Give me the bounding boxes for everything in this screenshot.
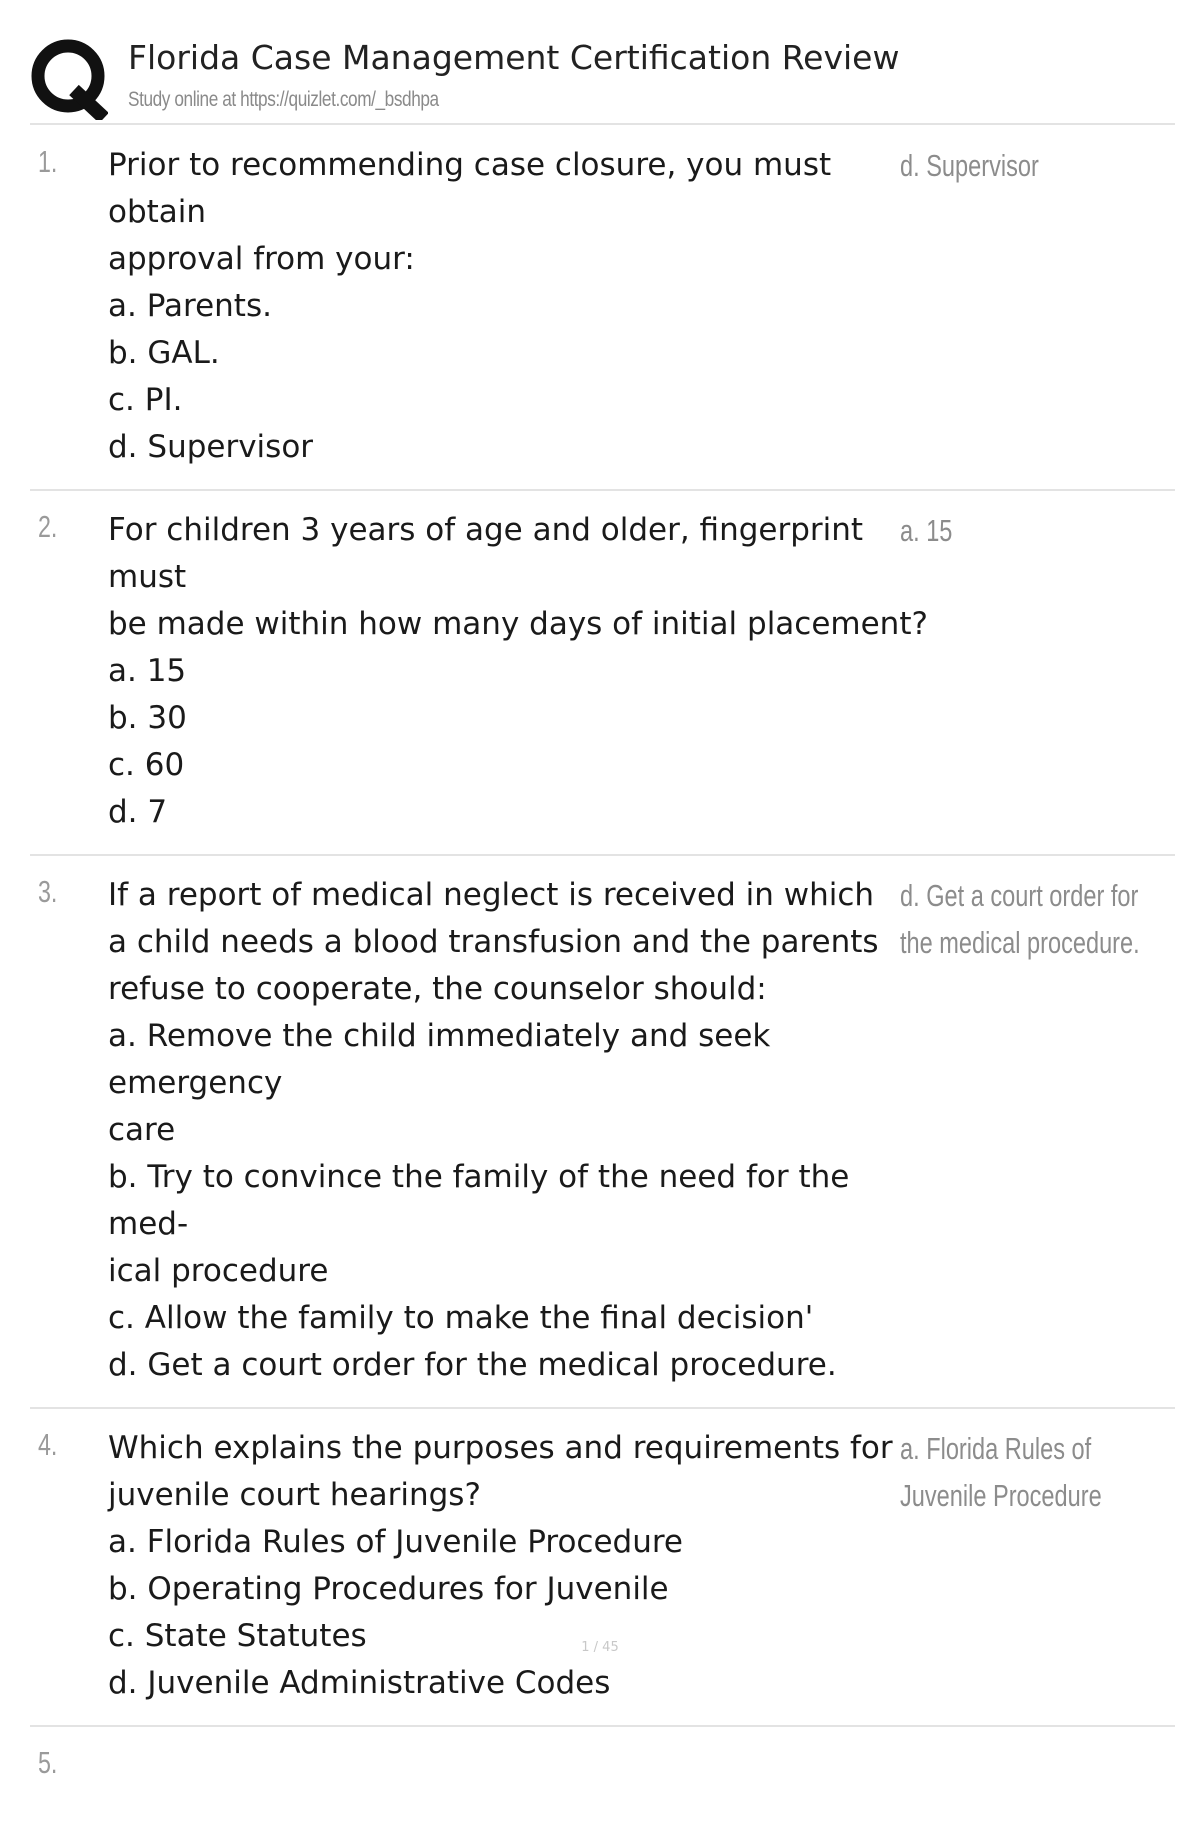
header-divider (30, 123, 1175, 125)
question-option: a. 15 (108, 653, 187, 689)
question-line: be made within how many days of initial placement? (108, 606, 928, 642)
question-line: Which explains the purposes and requirements for (108, 1430, 893, 1466)
flashcard (30, 1727, 1175, 1841)
question-option: c. State Statutes (108, 1618, 367, 1654)
study-online-link[interactable]: Study online at https://quizlet.com/_bsdhpa (128, 88, 439, 111)
card-answer: a. 15 (900, 513, 953, 548)
card-question (108, 507, 928, 836)
card-number: 5. (38, 1745, 58, 1780)
page-number: 1 / 45 (581, 1640, 619, 1655)
question-option: a. Parents. (108, 288, 272, 324)
question-line: juvenile court hearings? (108, 1477, 481, 1513)
card-number: 3. (38, 874, 58, 909)
card-question (108, 1425, 928, 1707)
flashcard (30, 1409, 1175, 1727)
question-option: b. 30 (108, 700, 187, 736)
card-answer: d. Get a court order for the medical procedure. (900, 878, 1140, 960)
quizlet-q-logo (30, 38, 108, 120)
question-option: b. Try to convince the family of the need for the med- (108, 1159, 850, 1242)
question-option: d. Get a court order for the medical procedure. (108, 1347, 837, 1383)
question-option: d. 7 (108, 794, 168, 830)
question-option: ical procedure (108, 1253, 329, 1289)
question-option: c. 60 (108, 747, 185, 783)
question-line: If a report of medical neglect is received in which (108, 877, 875, 913)
question-line: a child needs a blood transfusion and the parents (108, 924, 879, 960)
document-header (30, 34, 1170, 124)
question-option: b. Operating Procedures for Juvenile (108, 1571, 669, 1607)
question-option: a. Remove the child immediately and seek emergency (108, 1018, 771, 1101)
question-option: d. Supervisor (108, 429, 314, 465)
question-line: Prior to recommending case closure, you must obtain (108, 147, 832, 230)
question-option: a. Florida Rules of Juvenile Procedure (108, 1524, 683, 1560)
question-line: approval from your: (108, 241, 415, 277)
question-line: For children 3 years of age and older, fingerprint must (108, 512, 864, 595)
flashcard-list (30, 126, 1175, 1841)
question-option: c. PI. (108, 382, 183, 418)
flashcard (30, 491, 1175, 856)
card-answer: a. Florida Rules of Juvenile Procedure (900, 1431, 1102, 1513)
question-option: d. Juvenile Administrative Codes (108, 1665, 611, 1701)
card-number: 1. (38, 144, 58, 179)
question-option: care (108, 1112, 176, 1148)
card-question (108, 142, 928, 471)
document-title: Florida Case Management Certification Review (128, 38, 900, 77)
card-answer: d. Supervisor (900, 148, 1039, 183)
card-number: 2. (38, 509, 58, 544)
question-option: b. GAL. (108, 335, 220, 371)
question-option: c. Allow the family to make the final decision' (108, 1300, 814, 1336)
flashcard (30, 126, 1175, 491)
card-number: 4. (38, 1427, 58, 1462)
flashcard (30, 856, 1175, 1409)
question-line: refuse to cooperate, the counselor should: (108, 971, 767, 1007)
card-question (108, 872, 928, 1389)
